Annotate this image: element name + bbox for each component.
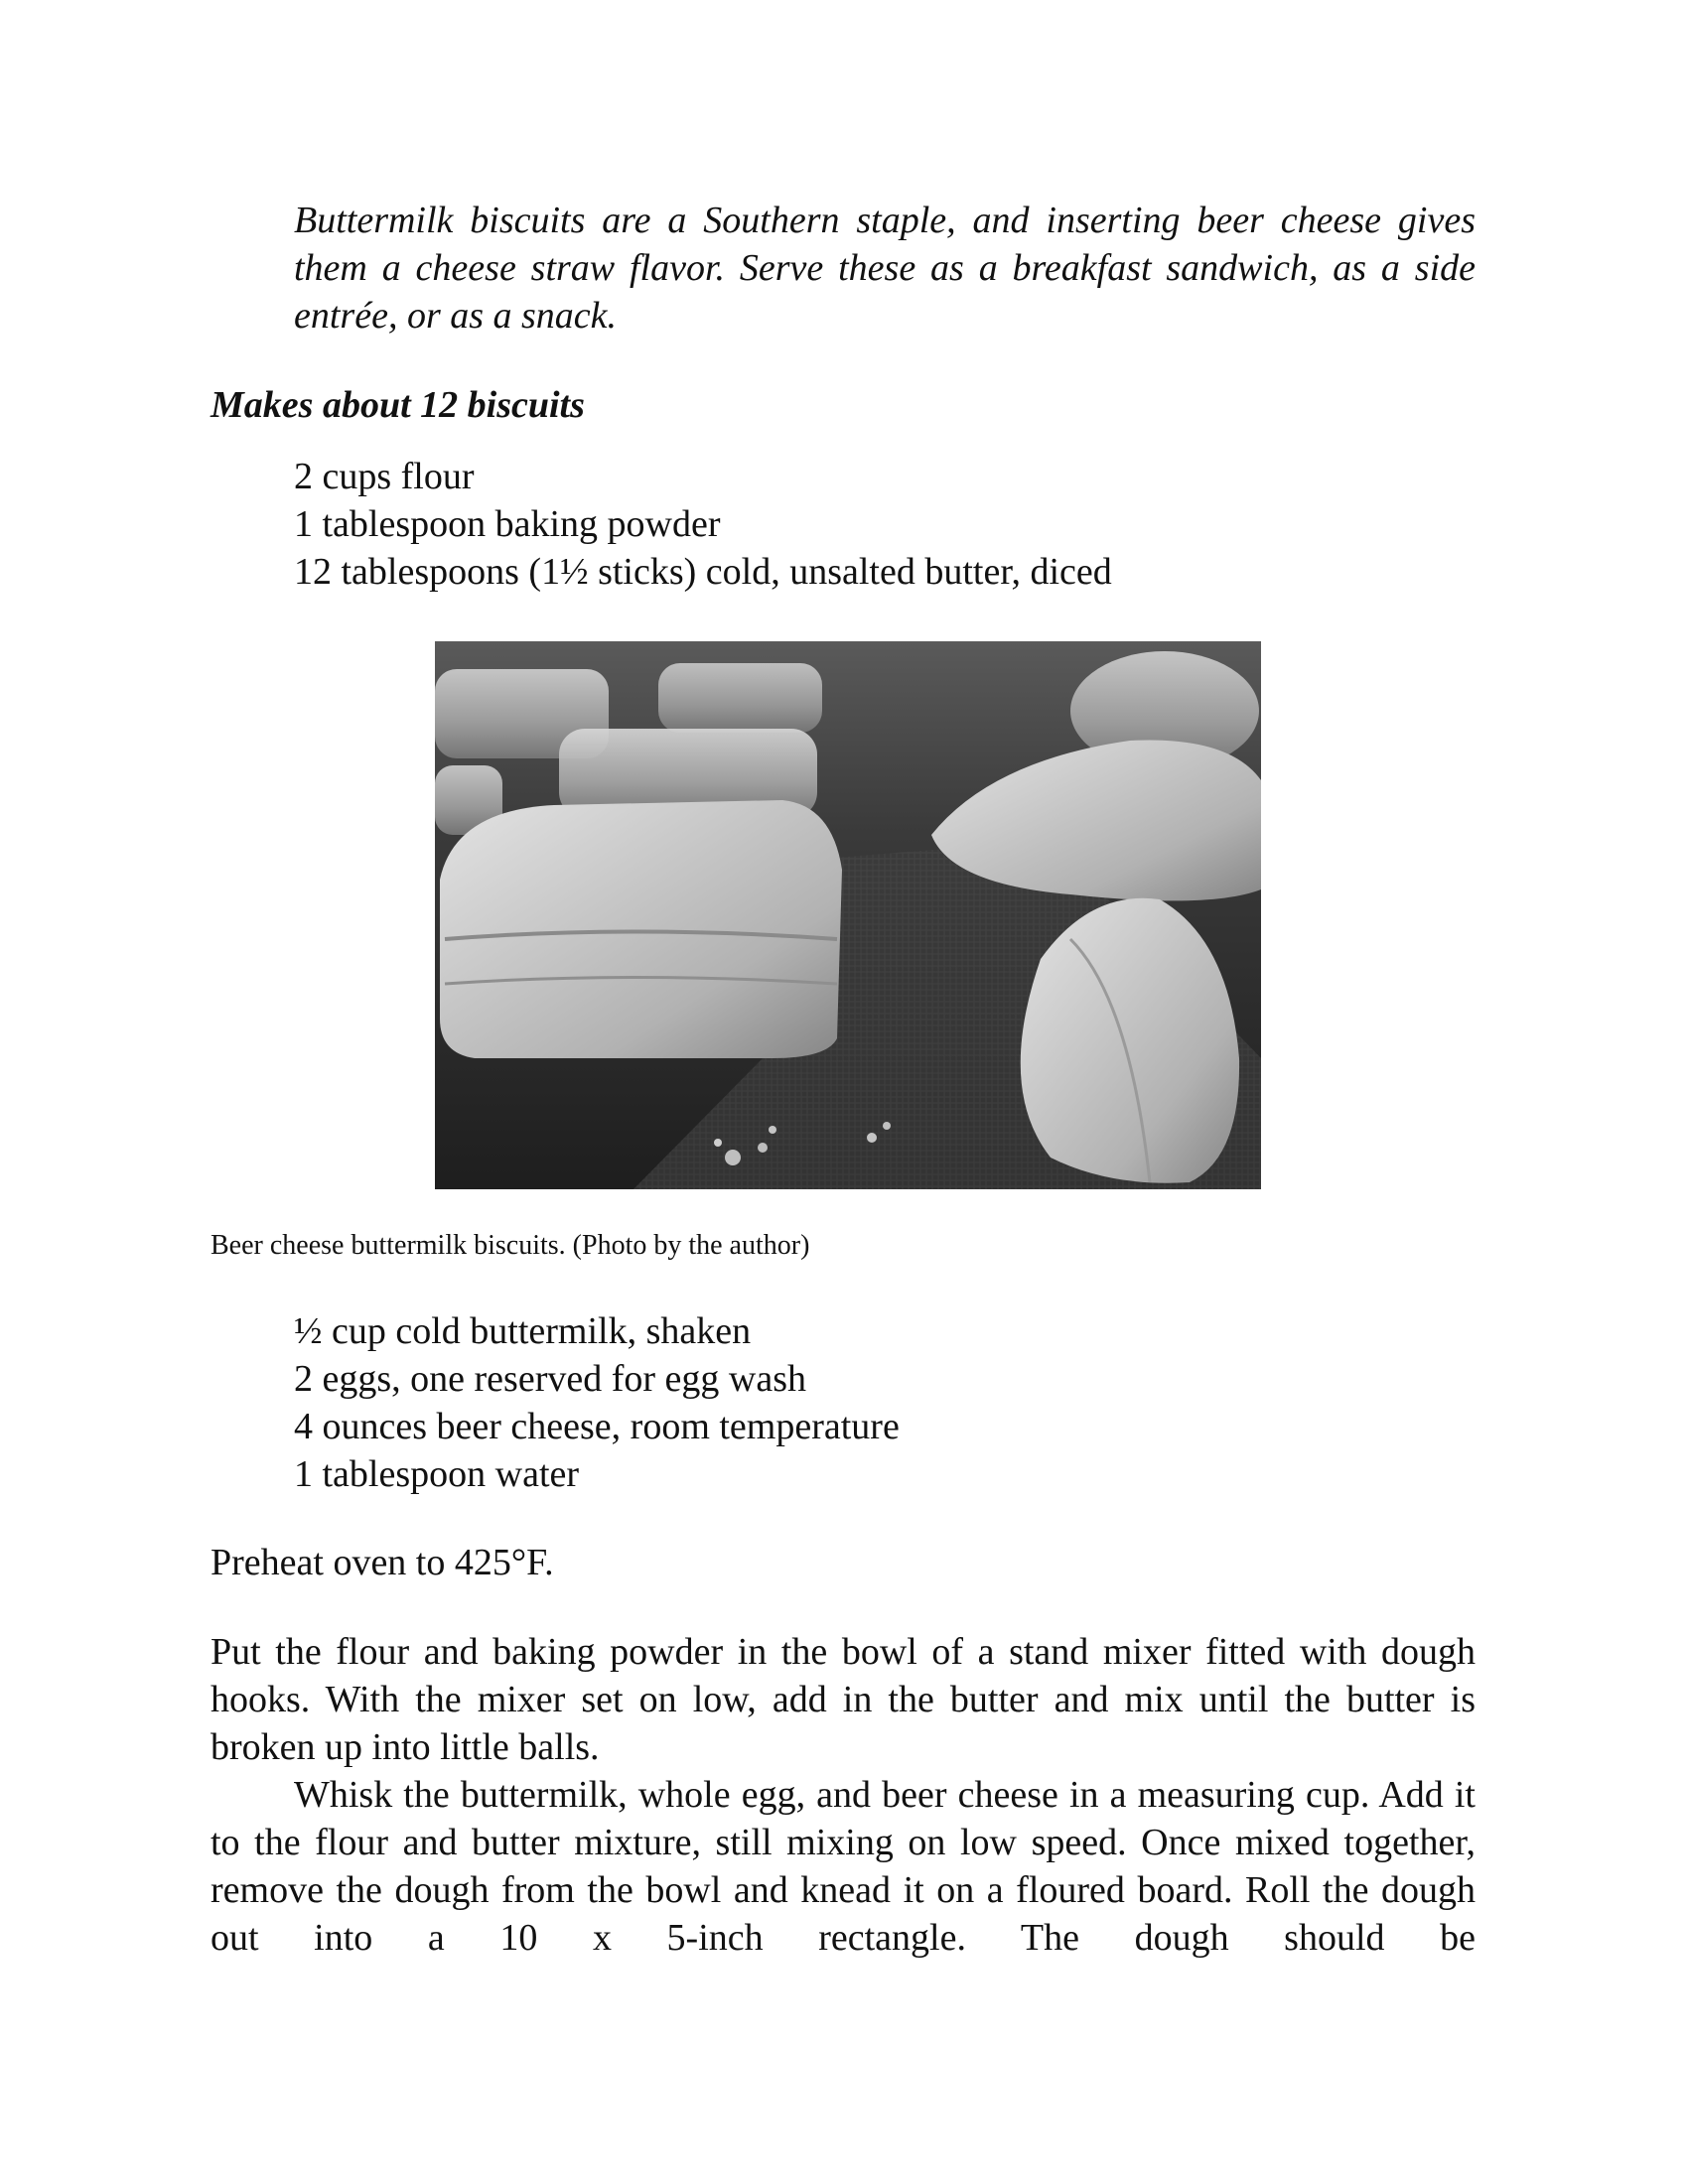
instruction-step-2: Whisk the buttermilk, whole egg, and beer cheese in a measuring cup. Add it to the flour and butter mixture, still mixing on low speed. Once mixed together, remove the dough from the bowl and knead it on a floured board. Roll the dough out into a 10 x 5-inch rectangle. The dough should be [211, 1774, 1476, 1959]
ingredient-item: 1 tablespoon baking powder [294, 503, 721, 545]
instruction-step-1: Put the flour and baking powder in the bowl of a stand mixer fitted with dough hooks. With the mixer set on low, add in the butter and mix until the butter is broken up into little balls. [211, 1631, 1476, 1768]
intro-paragraph: Buttermilk biscuits are a Southern staple, and inserting beer cheese gives them a cheese straw flavor. Serve these as a breakfast sandwich, as a side entrée, or as a snack. [294, 200, 1476, 337]
ingredient-item: 12 tablespoons (1½ sticks) cold, unsalted butter, diced [294, 551, 1112, 593]
ingredient-list-1 [294, 453, 1112, 596]
ingredient-item: 1 tablespoon water [294, 1453, 580, 1495]
ingredient-list-2 [294, 1307, 900, 1498]
yield-heading: Makes about 12 biscuits [211, 384, 585, 426]
photo-caption: Beer cheese buttermilk biscuits. (Photo by the author) [211, 1230, 810, 1261]
ingredient-item: 4 ounces beer cheese, room temperature [294, 1406, 900, 1447]
ingredient-item: 2 cups flour [294, 456, 475, 497]
instruction-preheat: Preheat oven to 425°F. [211, 1542, 554, 1583]
ingredient-item: 2 eggs, one reserved for egg wash [294, 1358, 806, 1400]
ingredient-item: ½ cup cold buttermilk, shaken [294, 1310, 752, 1352]
biscuits-photo [435, 641, 1261, 1189]
